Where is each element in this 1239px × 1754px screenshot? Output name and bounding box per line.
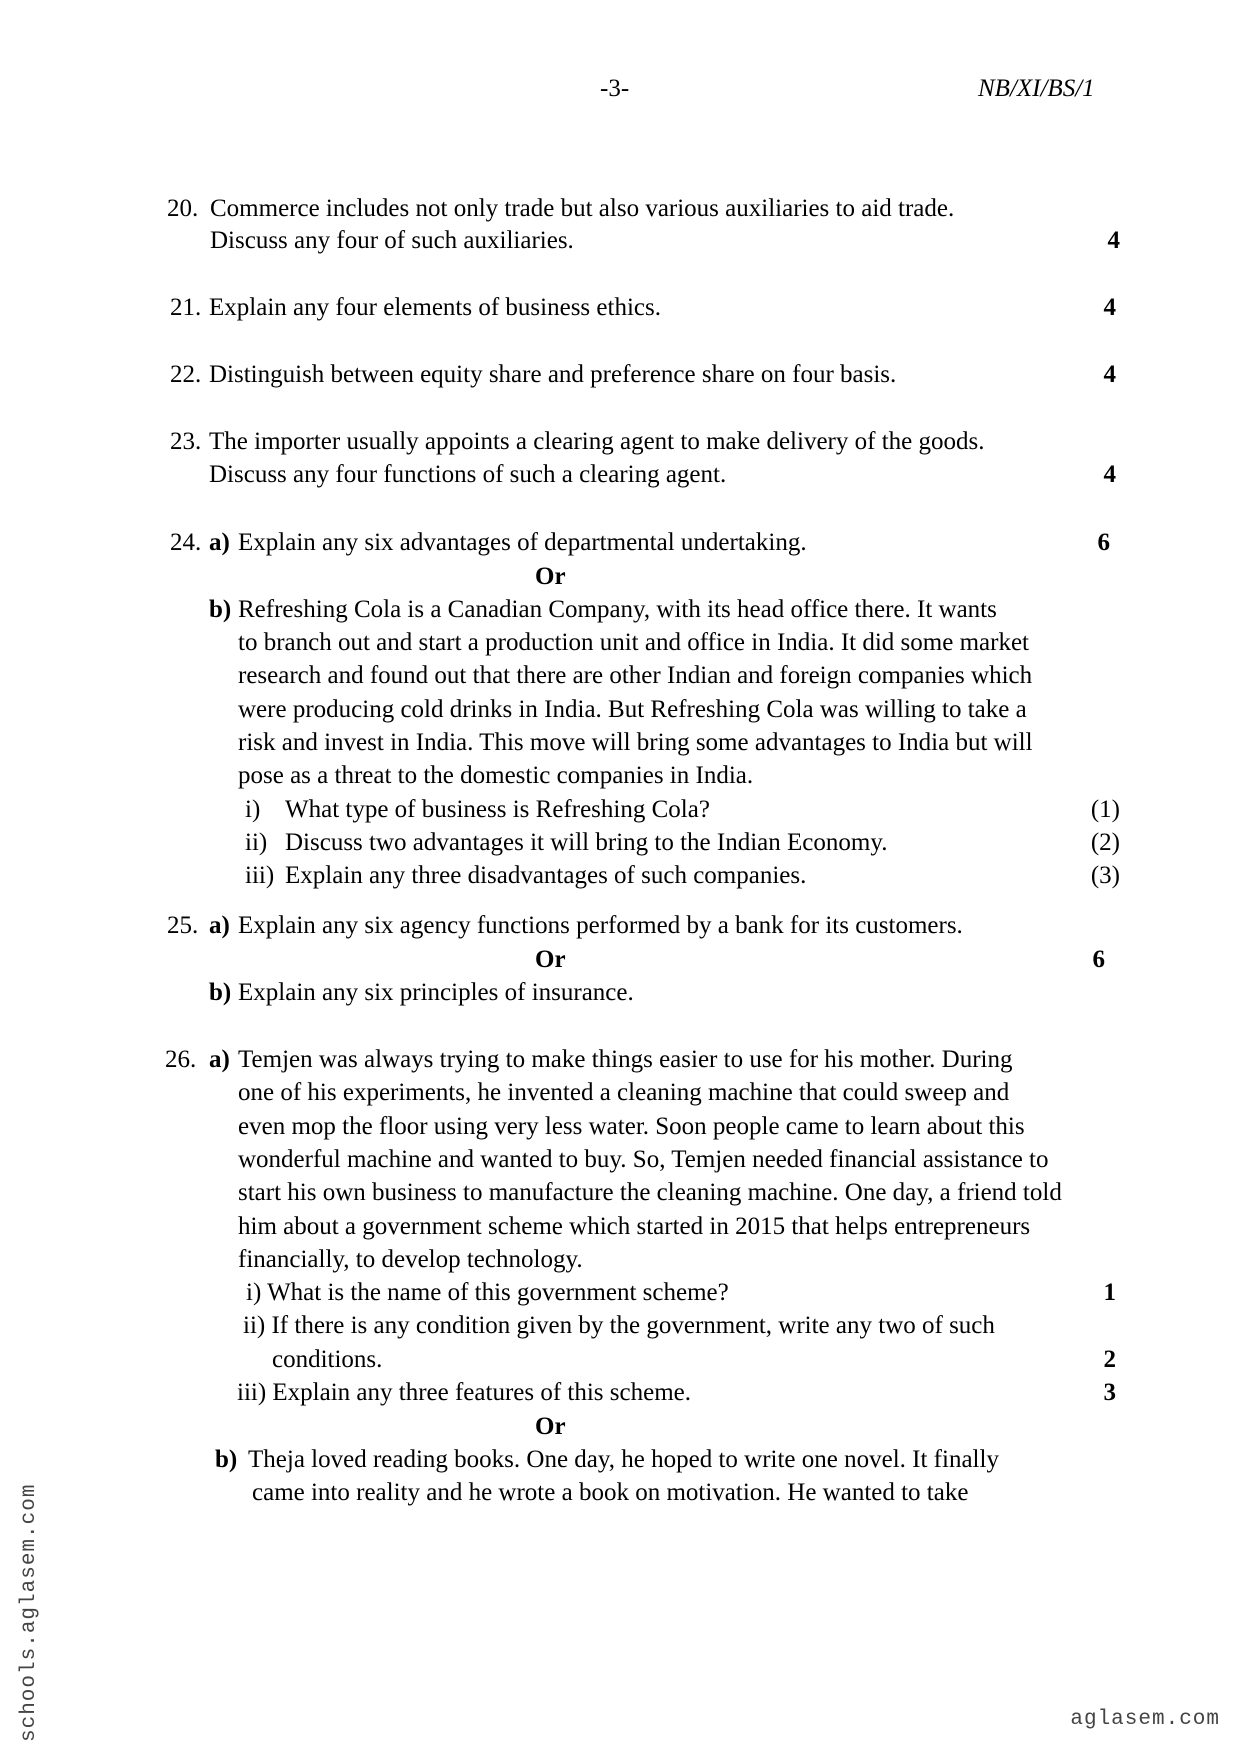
q24-marks: 6 bbox=[1097, 529, 1110, 556]
q26a-line: Temjen was always trying to make things easier to use for his mother. During bbox=[238, 1046, 1013, 1073]
q24a-text: Explain any six advantages of departmental undertaking. bbox=[238, 529, 807, 556]
q24a-label: a) bbox=[209, 529, 230, 556]
q26a-line: one of his experiments, he invented a cleaning machine that could sweep and bbox=[238, 1079, 1010, 1106]
q26-or: Or bbox=[535, 1413, 566, 1440]
q21-text: Explain any four elements of business ethics. bbox=[209, 294, 661, 321]
side-watermark: schools.aglasem.com bbox=[18, 1483, 41, 1742]
q26a-line: him about a government scheme which started in 2015 that helps entrepreneurs bbox=[238, 1213, 1031, 1240]
q25b-text: Explain any six principles of insurance. bbox=[238, 979, 634, 1006]
q26b-line: came into reality and he wrote a book on motivation. He wanted to take bbox=[252, 1479, 969, 1506]
q24b-sub-text: What type of business is Refreshing Cola? bbox=[285, 796, 710, 823]
q24b-label: b) bbox=[209, 596, 232, 623]
q24b-line: to branch out and start a production unit and office in India. It did some market bbox=[238, 629, 1029, 656]
q26-number: 26. bbox=[165, 1046, 197, 1073]
q23-line2: Discuss any four functions of such a clearing agent. bbox=[209, 461, 727, 488]
q24b-line: research and found out that there are other Indian and foreign companies which bbox=[238, 662, 1033, 689]
q26a-label: a) bbox=[209, 1046, 230, 1073]
q24b-sub-text: Explain any three disadvantages of such companies. bbox=[285, 862, 807, 889]
q26b-label: b) bbox=[215, 1446, 238, 1473]
q24-or: Or bbox=[535, 563, 566, 590]
q20-line1: Commerce includes not only trade but also various auxiliaries to aid trade. bbox=[210, 195, 955, 222]
q24b-line: risk and invest in India. This move will bring some advantages to India but will bbox=[238, 729, 1033, 756]
q25-number: 25. bbox=[167, 912, 199, 939]
q26a-line: start his own business to manufacture the cleaning machine. One day, a friend told bbox=[238, 1179, 1062, 1206]
q26a-sub-iii: iii) Explain any three features of this scheme. bbox=[237, 1379, 692, 1406]
q20-marks: 4 bbox=[1107, 227, 1120, 254]
q24b-line: Refreshing Cola is a Canadian Company, with its head office there. It wants bbox=[238, 596, 997, 623]
paper-code: NB/XI/BS/1 bbox=[978, 75, 1095, 102]
q24b-sub-label: ii) bbox=[245, 829, 268, 856]
q23-number: 23. bbox=[170, 428, 202, 455]
q22-marks: 4 bbox=[1103, 361, 1116, 388]
q25a-label: a) bbox=[209, 912, 230, 939]
q23-line1: The importer usually appoints a clearing agent to make delivery of the goods. bbox=[209, 428, 985, 455]
q21-number: 21. bbox=[170, 294, 202, 321]
q26a-sub-i-marks: 1 bbox=[1103, 1279, 1116, 1306]
q24b-sub-text: Discuss two advantages it will bring to the Indian Economy. bbox=[285, 829, 888, 856]
q23-marks: 4 bbox=[1103, 461, 1116, 488]
q26a-sub-iii-marks: 3 bbox=[1103, 1379, 1116, 1406]
q26b-line: Theja loved reading books. One day, he hoped to write one novel. It finally bbox=[248, 1446, 999, 1473]
q26a-line: wonderful machine and wanted to buy. So, Temjen needed financial assistance to bbox=[238, 1146, 1049, 1173]
q24b-line: were producing cold drinks in India. But Refreshing Cola was willing to take a bbox=[238, 696, 1027, 723]
q26a-line: financially, to develop technology. bbox=[238, 1246, 583, 1273]
q26a-line: even mop the floor using very less water. Soon people came to learn about this bbox=[238, 1113, 1025, 1140]
q22-number: 22. bbox=[170, 361, 202, 388]
q22-text: Distinguish between equity share and preference share on four basis. bbox=[209, 361, 897, 388]
q24b-sub-marks: (3) bbox=[1090, 862, 1120, 889]
q24-number: 24. bbox=[170, 529, 202, 556]
q26a-sub-ii-line1: ii) If there is any condition given by the government, write any two of such bbox=[243, 1312, 995, 1339]
q20-line2: Discuss any four of such auxiliaries. bbox=[210, 227, 574, 254]
q24b-sub-marks: (2) bbox=[1090, 829, 1120, 856]
q24b-sub-label: iii) bbox=[245, 862, 275, 889]
q24b-sub-marks: (1) bbox=[1090, 796, 1120, 823]
q24b-sub-label: i) bbox=[245, 796, 261, 823]
page-number: -3- bbox=[600, 75, 630, 102]
footer-watermark: aglasem.com bbox=[1070, 1708, 1220, 1731]
q25-marks: 6 bbox=[1092, 946, 1105, 973]
q25a-text: Explain any six agency functions performed by a bank for its customers. bbox=[238, 912, 963, 939]
q25-or: Or bbox=[535, 946, 566, 973]
q20-number: 20. bbox=[167, 195, 199, 222]
q26a-sub-i: i) What is the name of this government scheme? bbox=[246, 1279, 729, 1306]
q24b-line: pose as a threat to the domestic companies in India. bbox=[238, 762, 754, 789]
q25b-label: b) bbox=[209, 979, 232, 1006]
q26a-sub-ii-marks: 2 bbox=[1103, 1346, 1116, 1373]
q26a-sub-ii-line2: conditions. bbox=[272, 1346, 383, 1373]
q21-marks: 4 bbox=[1103, 294, 1116, 321]
